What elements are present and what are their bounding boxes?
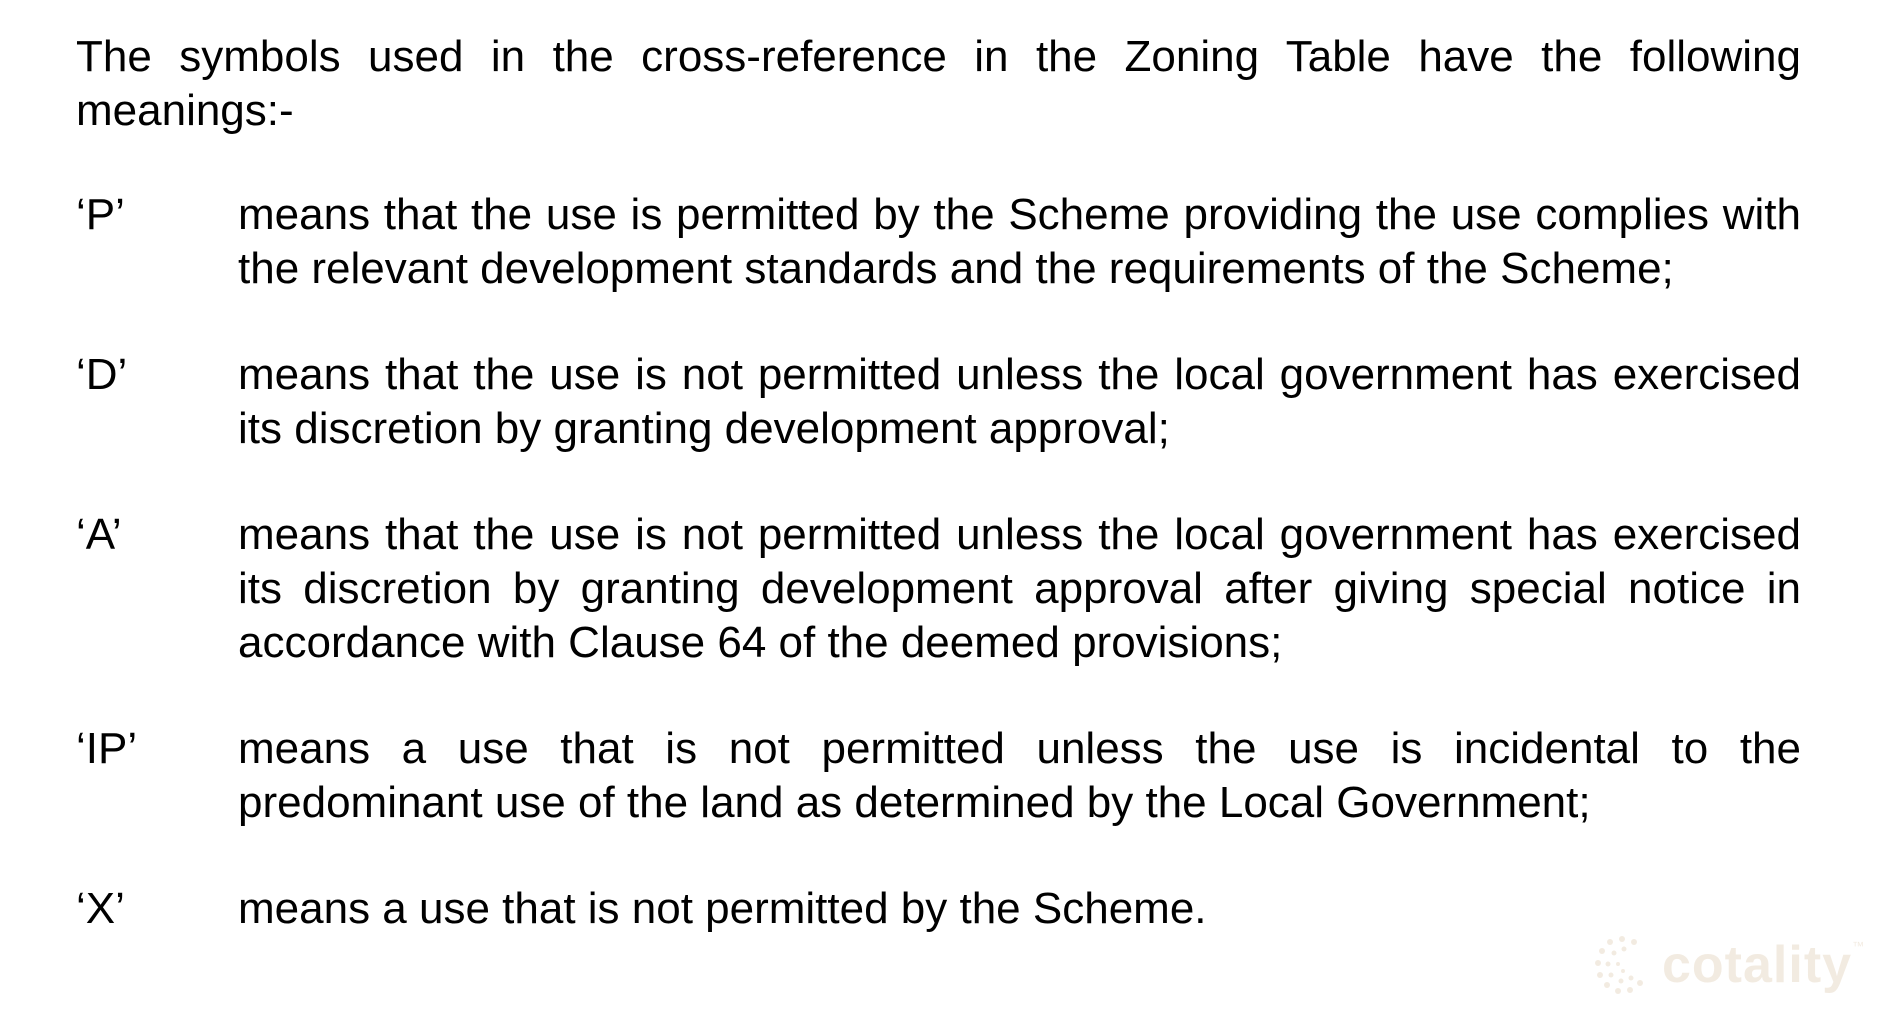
definition-symbol: ‘X’ xyxy=(76,884,125,933)
definition-meaning: means that the use is not permitted unless the local government has exercised its discretion by granting development approval after giving special notice in accordance with Clause 64 of the deemed provisions; xyxy=(238,510,1801,667)
definition-symbol: ‘P’ xyxy=(76,190,125,239)
definition-meaning: means a use that is not permitted unless the use is incidental to the predominant use of the land as determined by the Local Government; xyxy=(238,724,1801,827)
cotality-watermark xyxy=(1588,925,1868,1005)
definition-item-x xyxy=(76,882,1801,936)
definition-meaning: means a use that is not permitted by the Scheme. xyxy=(238,884,1207,933)
watermark-text: cotality xyxy=(1662,936,1853,994)
definition-meaning: means that the use is not permitted unless the local government has exercised its discretion by granting development approval; xyxy=(238,350,1801,453)
intro-paragraph: The symbols used in the cross-reference in the Zoning Table have the following meanings:- xyxy=(76,32,1801,135)
definition-item-ip xyxy=(76,722,1801,830)
definition-item-p xyxy=(76,188,1801,296)
watermark-trademark: ™ xyxy=(1852,939,1865,953)
definition-symbol: ‘IP’ xyxy=(76,724,138,773)
definition-symbol: ‘D’ xyxy=(76,350,128,399)
definition-item-a xyxy=(76,508,1801,670)
definition-item-d xyxy=(76,348,1801,456)
document-page xyxy=(76,30,1801,936)
cotality-logo-icon xyxy=(1588,931,1656,999)
definition-meaning: means that the use is permitted by the Scheme providing the use complies with the relevant development standards and the requirements of the Scheme; xyxy=(238,190,1801,293)
definition-symbol: ‘A’ xyxy=(76,510,122,559)
definition-list xyxy=(76,188,1801,936)
